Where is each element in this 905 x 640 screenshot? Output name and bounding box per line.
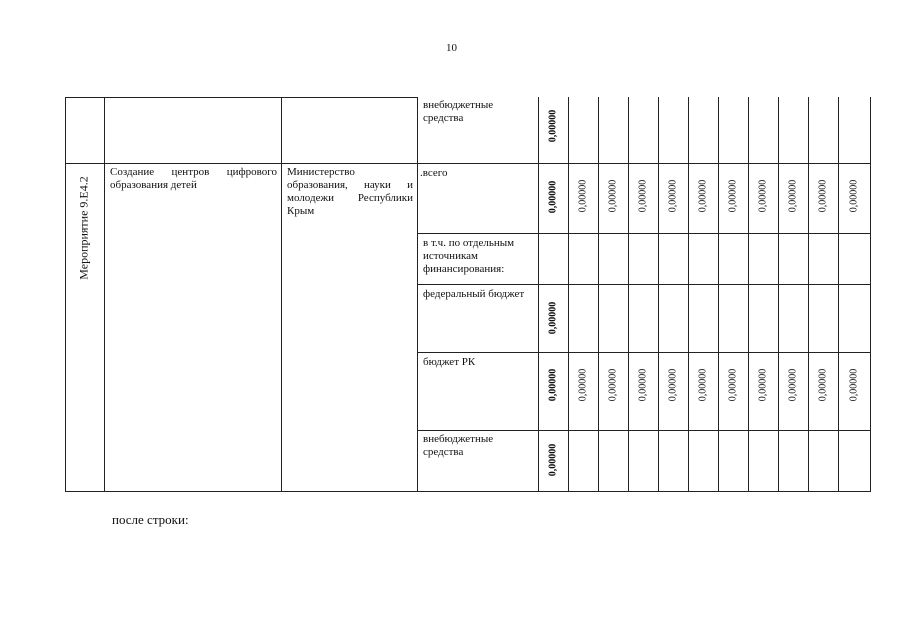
source-label: .всего: [420, 167, 448, 179]
column-divider: [598, 97, 599, 492]
source-label: федеральный бюджет: [423, 288, 525, 300]
column-divider: [688, 97, 689, 492]
column-divider: [778, 97, 779, 492]
column-divider: [538, 97, 539, 492]
row-divider: [65, 163, 871, 164]
row-divider: [417, 233, 871, 234]
source-label: внебюджетные средства: [423, 433, 494, 458]
column-divider: [568, 97, 569, 492]
table-bottom-border: [65, 491, 871, 492]
table-top-border: [65, 97, 417, 98]
source-label: в т.ч. по отдельным источникам финансирования:: [423, 237, 515, 275]
row-divider: [417, 284, 871, 285]
row-divider: [417, 430, 871, 431]
column-divider: [417, 97, 418, 492]
column-divider: [870, 97, 871, 492]
column-divider: [104, 97, 105, 492]
column-divider: [838, 97, 839, 492]
source-label: внебюджетные средства: [423, 99, 494, 124]
column-divider: [628, 97, 629, 492]
measure-executor: Министерство образования, науки и молодежи Республики Крым: [287, 166, 413, 217]
column-divider: [658, 97, 659, 492]
column-divider: [718, 97, 719, 492]
row-divider: [417, 352, 871, 353]
page-number: 10: [446, 42, 457, 54]
column-divider: [65, 97, 66, 492]
column-divider: [281, 97, 282, 492]
source-label: бюджет РК: [423, 356, 476, 368]
column-divider: [808, 97, 809, 492]
column-divider: [748, 97, 749, 492]
after-row-text: после строки:: [112, 512, 189, 527]
measure-name: Создание центров цифрового образования детей: [110, 166, 277, 191]
